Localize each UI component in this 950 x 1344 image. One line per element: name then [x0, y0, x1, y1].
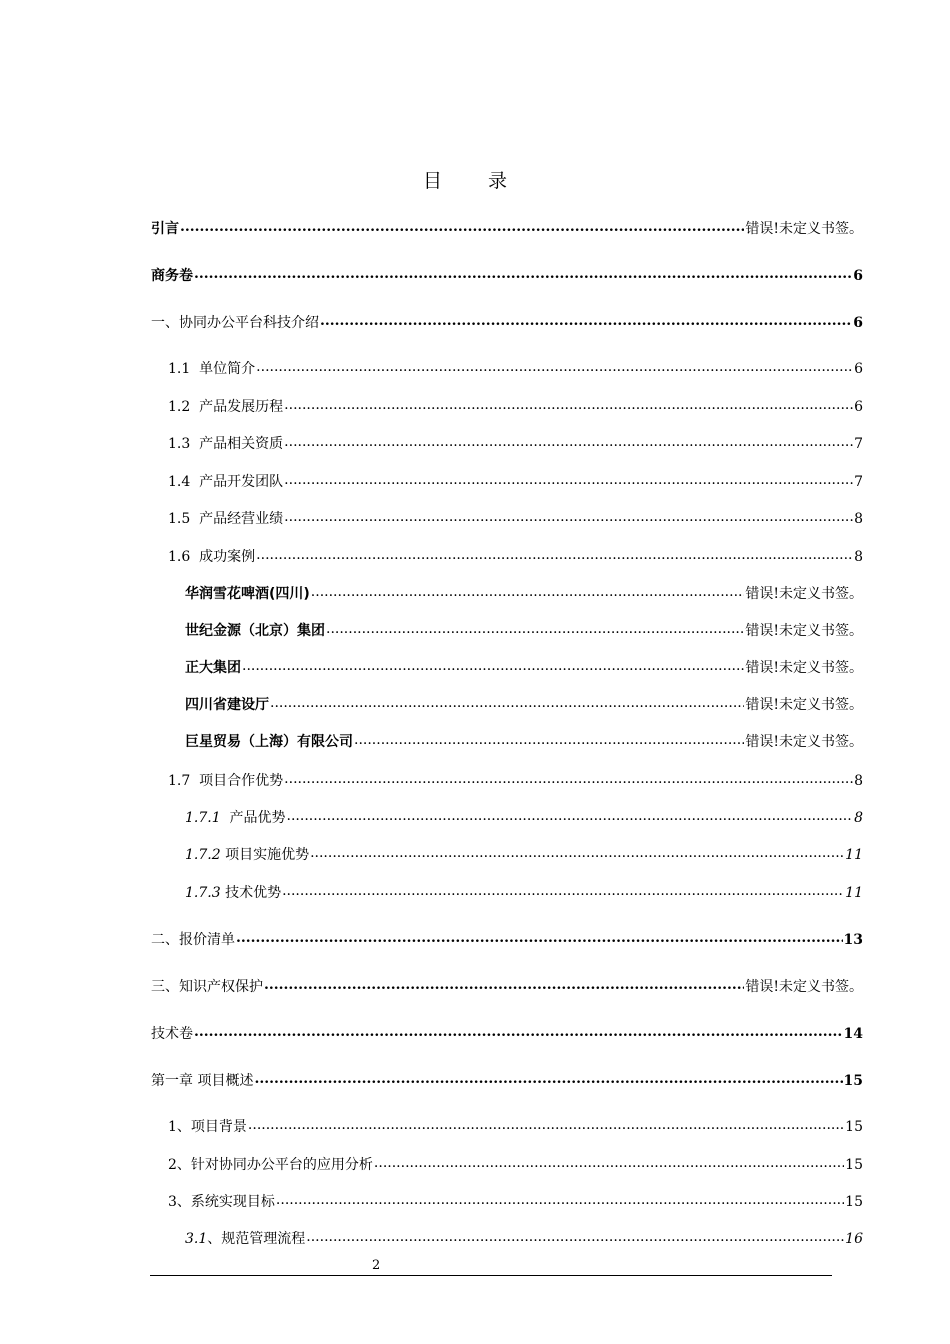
- toc-leader-dots: [326, 621, 744, 635]
- toc-leader-dots: [287, 808, 854, 822]
- toc-entry-label: 1.5 产品经营业绩: [168, 511, 284, 527]
- toc-leader-dots: [284, 509, 853, 523]
- toc-entry-page: 错误!未定义书签。: [745, 697, 863, 713]
- toc-entry-page: 7: [854, 436, 863, 452]
- toc-leader-dots: [256, 547, 853, 561]
- toc-entry-label: 二、报价清单: [151, 932, 235, 948]
- toc-entry-page: 8: [854, 549, 863, 565]
- toc-entry-page: 8: [854, 773, 863, 789]
- toc-entry-page: 11: [845, 885, 863, 901]
- toc-entry-1-5[interactable]: [168, 509, 863, 528]
- toc-entry-3-1[interactable]: [185, 1229, 863, 1248]
- toc-entry-page: 14: [843, 1026, 863, 1042]
- toc-entry-1-7-3[interactable]: [185, 883, 863, 902]
- toc-entry-price-list[interactable]: [151, 930, 863, 949]
- toc-entry-1-6[interactable]: [168, 547, 863, 566]
- toc-entry-label: 1.4 产品开发团队: [168, 474, 284, 490]
- toc-leader-dots: [284, 397, 853, 411]
- toc-leader-dots: [180, 219, 744, 233]
- toc-leader-dots: [306, 1229, 844, 1243]
- toc-entry-label: 1.6 成功案例: [168, 549, 256, 565]
- toc-entry-page: 6: [853, 268, 863, 284]
- toc-entry-application-analysis[interactable]: [168, 1155, 863, 1174]
- toc-entry-label: 华润雪花啤酒(四川): [185, 586, 310, 602]
- toc-leader-dots: [194, 266, 852, 280]
- toc-entry-label: 巨星贸易（上海）有限公司: [185, 734, 353, 750]
- toc-entry-label: 2、针对协同办公平台的应用分析: [168, 1157, 373, 1173]
- page-number: 2: [372, 1258, 381, 1273]
- toc-entry-introduction[interactable]: [151, 219, 863, 238]
- toc-entry-1-2[interactable]: [168, 397, 863, 416]
- toc-leader-dots: [242, 658, 744, 672]
- toc-entry-page: 11: [845, 847, 863, 863]
- toc-entry-case-juxing-trade[interactable]: [185, 732, 863, 751]
- toc-entry-page: 6: [853, 315, 863, 331]
- toc-entry-label: 1.7.1 产品优势: [185, 810, 286, 826]
- toc-leader-dots: [194, 1024, 843, 1038]
- toc-entry-1-3[interactable]: [168, 434, 863, 453]
- toc-entry-page: 错误!未定义书签。: [745, 979, 863, 995]
- toc-entry-page: 16: [845, 1231, 863, 1247]
- toc-entry-1-1[interactable]: [168, 359, 863, 378]
- toc-entry-case-crsnow[interactable]: [185, 584, 863, 603]
- toc-leader-dots: [354, 732, 744, 746]
- toc-entry-system-goals[interactable]: [168, 1192, 863, 1211]
- toc-entry-label: 商务卷: [151, 268, 193, 284]
- toc-leader-dots: [310, 845, 844, 859]
- toc-entry-case-sichuan-construction[interactable]: [185, 695, 863, 714]
- toc-entry-label: 1、项目背景: [168, 1119, 247, 1135]
- toc-entry-page: 7: [854, 474, 863, 490]
- toc-entry-label: 1.7.3 技术优势: [185, 885, 282, 901]
- toc-entry-label: 技术卷: [151, 1026, 193, 1042]
- toc-entry-project-background[interactable]: [168, 1117, 863, 1136]
- toc-entry-page: 错误!未定义书签。: [745, 734, 863, 750]
- toc-entry-case-jinyuan[interactable]: [185, 621, 863, 640]
- toc-entry-label: 1.7.2 项目实施优势: [185, 847, 310, 863]
- toc-entry-label: 正大集团: [185, 660, 241, 676]
- toc-entry-page: 8: [854, 810, 863, 826]
- toc-entry-case-cp-group[interactable]: [185, 658, 863, 677]
- toc-entry-page: 15: [843, 1073, 863, 1089]
- toc-entry-label: 引言: [151, 221, 179, 237]
- toc-leader-dots: [256, 359, 853, 373]
- toc-entry-label: 四川省建设厅: [185, 697, 269, 713]
- toc-entry-label: 1.3 产品相关资质: [168, 436, 284, 452]
- toc-entry-page: 15: [845, 1194, 863, 1210]
- toc-leader-dots: [374, 1155, 844, 1169]
- toc-entry-label: 一、协同办公平台科技介绍: [151, 315, 319, 331]
- toc-entry-page: 6: [854, 361, 863, 377]
- toc-leader-dots: [264, 977, 744, 991]
- toc-entry-1-7-1[interactable]: [185, 808, 863, 827]
- toc-entry-page: 错误!未定义书签。: [745, 586, 863, 602]
- toc-entry-chapter-1-overview[interactable]: [151, 1071, 863, 1090]
- toc-leader-dots: [276, 1192, 844, 1206]
- toc-entry-label: 1.7 项目合作优势: [168, 773, 284, 789]
- toc-leader-dots: [284, 472, 853, 486]
- toc-entry-page: 错误!未定义书签。: [745, 623, 863, 639]
- toc-leader-dots: [282, 883, 844, 897]
- toc-entry-page: 15: [845, 1119, 863, 1135]
- toc-entry-label: 3、系统实现目标: [168, 1194, 275, 1210]
- toc-entry-1-4[interactable]: [168, 472, 863, 491]
- toc-entry-label: 1.2 产品发展历程: [168, 399, 284, 415]
- toc-entry-page: 错误!未定义书签。: [745, 660, 863, 676]
- toc-entry-chapter-one[interactable]: [151, 313, 863, 332]
- toc-entry-page: 错误!未定义书签。: [745, 221, 863, 237]
- toc-leader-dots: [248, 1117, 844, 1131]
- toc-entry-business-volume[interactable]: [151, 266, 863, 285]
- toc-leader-dots: [311, 584, 745, 598]
- toc-entry-label: 3.1、规范管理流程: [185, 1231, 306, 1247]
- toc-leader-dots: [236, 930, 843, 944]
- toc-leader-dots: [320, 313, 852, 327]
- toc-entry-label: 1.1 单位简介: [168, 361, 256, 377]
- toc-leader-dots: [284, 434, 853, 448]
- footer-rule: [150, 1275, 832, 1276]
- toc-leader-dots: [284, 771, 853, 785]
- toc-entry-label: 第一章 项目概述: [151, 1073, 254, 1089]
- toc-entry-label: 世纪金源（北京）集团: [185, 623, 325, 639]
- toc-title: 目 录: [422, 170, 528, 192]
- toc-entry-1-7-2[interactable]: [185, 845, 863, 864]
- toc-entry-page: 15: [845, 1157, 863, 1173]
- toc-leader-dots: [254, 1071, 842, 1085]
- toc-entry-page: 6: [854, 399, 863, 415]
- toc-entry-label: 三、知识产权保护: [151, 979, 263, 995]
- toc-entry-ip-protection[interactable]: [151, 977, 863, 996]
- toc-entry-1-7[interactable]: [168, 771, 863, 790]
- toc-entry-page: 13: [843, 932, 863, 948]
- toc-entry-page: 8: [854, 511, 863, 527]
- toc-entry-technical-volume[interactable]: [151, 1024, 863, 1043]
- toc-leader-dots: [270, 695, 744, 709]
